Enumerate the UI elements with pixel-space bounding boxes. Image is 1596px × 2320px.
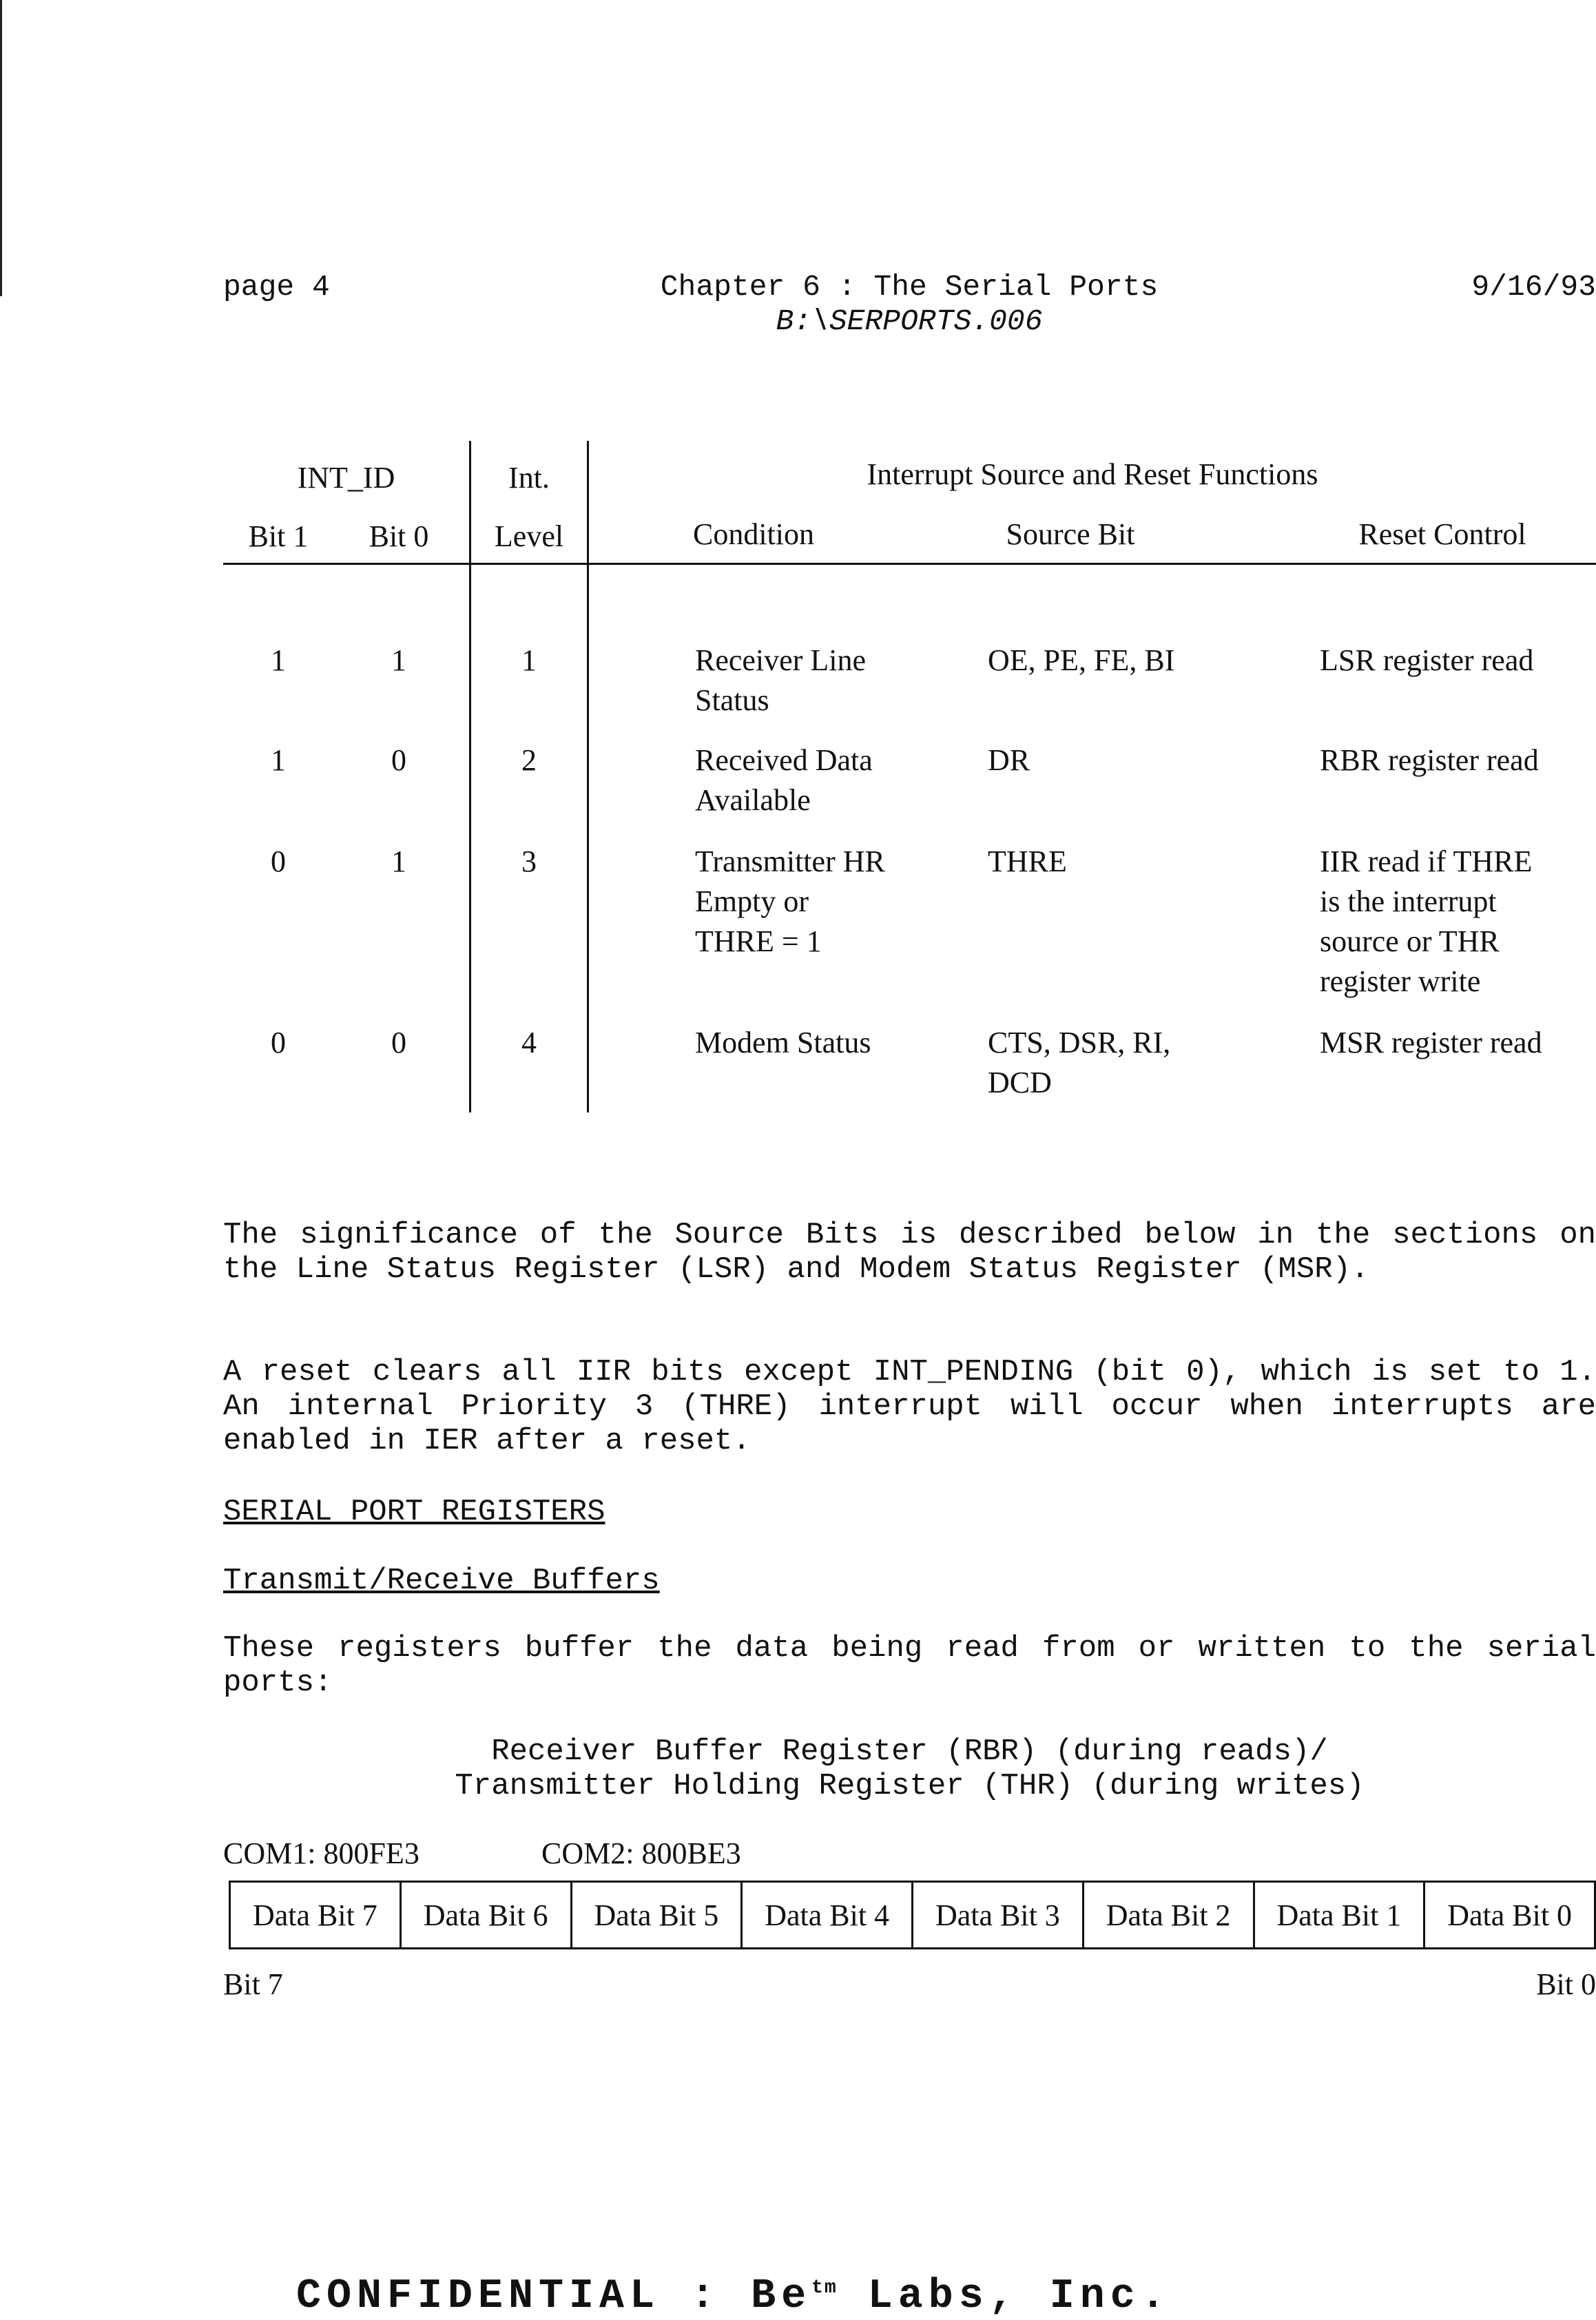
table-cell: source or THR [1320,924,1500,958]
chapter-title: Chapter 6 : The Serial Ports [660,270,1159,304]
data-bit-cell: Data Bit 5 [570,1881,743,1949]
com2-address: COM2: 800BE3 [541,1836,741,1870]
table-cell: 3 [521,845,537,878]
chapter-header [482,270,1336,339]
table-cell: register write [1320,964,1481,998]
data-bit-cell: Data Bit 6 [400,1881,572,1949]
table-cell: 0 [271,845,286,878]
table-cell: is the interrupt [1320,884,1497,918]
table-cell: 0 [391,1026,406,1059]
document-date: 9/16/93 [1471,270,1596,304]
col-source-bit: Source Bit [1006,517,1135,551]
page-number: page 4 [223,270,330,304]
footer-company: Labs, Inc. [837,2273,1171,2320]
col-condition: Condition [692,517,815,551]
table-cell: 0 [271,1026,286,1059]
table-cell: DCD [988,1066,1052,1099]
data-bit-cell: Data Bit 0 [1423,1881,1596,1949]
data-bit-cell: Data Bit 1 [1253,1881,1426,1949]
int-header: Int. [508,461,550,495]
data-bit-cell: Data Bit 3 [911,1881,1084,1949]
scan-edge-mark [0,0,2,296]
table-cell: OE, PE, FE, BI [988,643,1175,677]
confidential-footer [296,2273,1171,2320]
paragraph-buffers: These registers buffer the data being read from or written to the serial ports: [223,1631,1596,1700]
interrupt-table [223,441,1596,1116]
table-cell: THRE = 1 [695,924,822,958]
col-bit0: Bit 0 [369,519,429,553]
data-bit-cell: Data Bit 2 [1082,1881,1255,1949]
register-names [223,1734,1596,1803]
subsection-heading: Transmit/Receive Buffers [223,1564,660,1598]
com1-address: COM1: 800FE3 [223,1836,419,1870]
data-bit-cell: Data Bit 4 [740,1881,913,1949]
register-name-rbr: Receiver Buffer Register (RBR) (during reads)/ [491,1734,1328,1769]
footer-text: CONFIDENTIAL : Be [296,2273,812,2320]
table-cell: MSR register read [1320,1026,1542,1059]
table-cell: DR [988,743,1030,777]
data-bit-cell: Data Bit 7 [229,1881,402,1949]
paragraph-reset: A reset clears all IIR bits except INT_PENDING (bit 0), which is set to 1. An internal Priority 3 (THRE) interrupt will occur when interrupts are enabled in IER after a reset. [223,1355,1596,1458]
table-cell: Modem Status [695,1026,871,1059]
table-divider [587,441,589,1112]
table-cell: Status [695,683,769,717]
register-name-thr: Transmitter Holding Register (THR) (during writes) [455,1769,1365,1803]
table-cell: Receiver Line [695,643,866,677]
table-cell: IIR read if THRE [1320,845,1533,878]
table-cell: Available [695,783,811,817]
functions-header: Interrupt Source and Reset Functions [867,457,1318,491]
table-cell: CTS, DSR, RI, [988,1026,1171,1059]
col-reset-control: Reset Control [1358,517,1526,551]
lsb-label: Bit 0 [1536,1967,1596,2001]
table-cell: Empty or [695,884,809,918]
file-path: B:\SERPORTS.006 [776,304,1043,338]
register-bit-diagram [229,1881,1596,1949]
table-cell: 1 [391,845,406,878]
table-cell: 2 [521,743,537,777]
table-cell: 1 [271,643,286,677]
table-cell: LSR register read [1320,643,1534,677]
table-cell: Received Data [695,743,873,777]
table-cell: 1 [271,743,286,777]
header-rule [223,563,1596,565]
table-cell: 1 [521,643,537,677]
trademark-mark: tm [811,2277,838,2299]
table-cell: Transmitter HR [695,845,885,878]
table-cell: 4 [521,1026,537,1059]
msb-label: Bit 7 [223,1967,283,2001]
int-id-header: INT_ID [297,461,395,495]
table-cell: 0 [391,743,406,777]
table-cell: RBR register read [1320,743,1539,777]
paragraph-source-bits: The significance of the Source Bits is described below in the sections on the Line Status Register (LSR) and Modem Status Register (MSR). [223,1218,1596,1287]
table-cell: 1 [391,643,406,677]
col-level: Level [494,519,564,553]
section-heading: SERIAL PORT REGISTERS [223,1495,605,1529]
table-cell: THRE [988,845,1067,878]
col-bit1: Bit 1 [248,519,309,553]
